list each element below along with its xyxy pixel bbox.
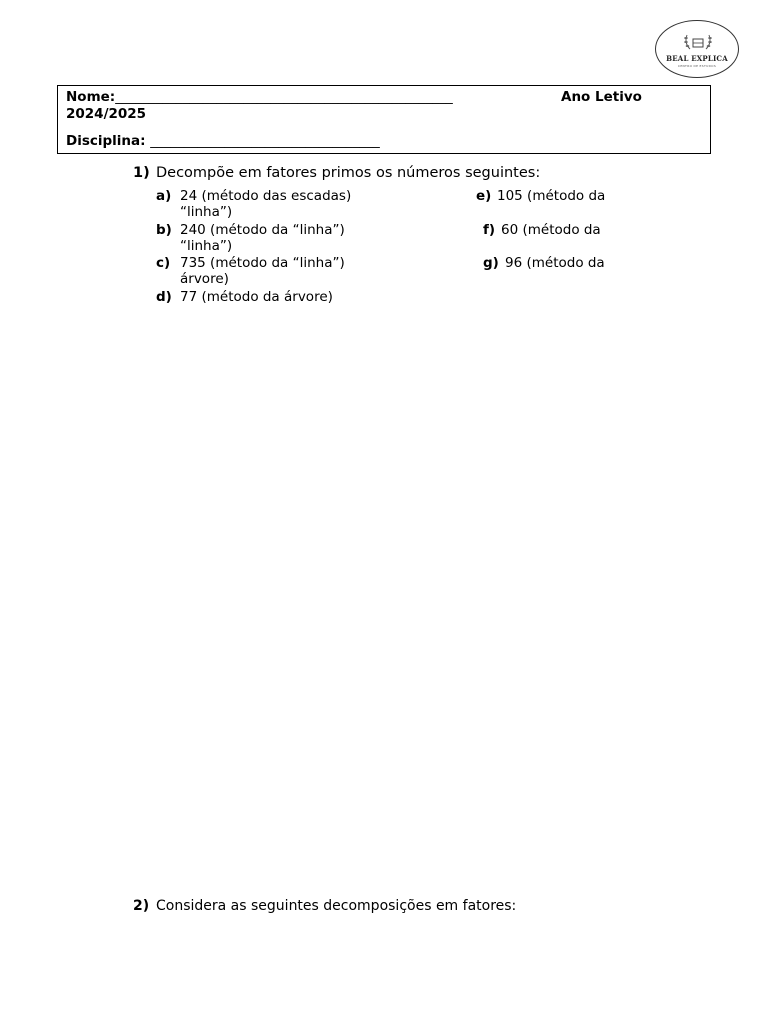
item-d-text: 77 (método da árvore) [180,289,333,305]
item-e-label: e) [476,188,492,204]
question-1-text: Decompõe em fatores primos os números seguintes: [156,165,541,181]
name-line [66,89,453,105]
question-2-text: Considera as seguintes decomposições em fatores: [156,898,517,914]
item-d-label: d) [156,289,172,305]
item-c-text-cont: árvore) [180,271,229,287]
school-year-label: Ano Letivo [561,89,642,105]
question-1-number: 1) [133,165,150,181]
item-b-text-cont: “linha”) [180,238,233,254]
name-blank[interactable]: __________________________________________________ [115,89,453,105]
item-e-text: 105 (método da [497,188,606,204]
item-g-label: g) [483,255,499,271]
item-f-label: f) [483,222,496,238]
name-label: Nome: [66,89,116,105]
question-2-number: 2) [133,898,150,914]
item-b-label: b) [156,222,172,238]
item-f-text: 60 (método da [501,222,601,238]
item-a-label: a) [156,188,172,204]
logo-name: BEAL EXPLICA [666,54,728,63]
logo-tagline: CENTRO DE ESTUDOS [677,64,717,68]
item-a-text-cont: “linha”) [180,204,233,220]
item-g-text: 96 (método da [505,255,605,271]
laurel-crest-icon [656,21,740,79]
item-a-text: 24 (método das escadas) [180,188,352,204]
item-c-label: c) [156,255,171,271]
subject-blank[interactable]: __________________________________ [150,133,380,149]
student-info-box [57,85,711,154]
school-logo [655,20,739,78]
school-year-value: 2024/2025 [66,106,147,122]
subject-label: Disciplina: [66,133,146,149]
subject-line [66,133,380,149]
item-b-text: 240 (método da “linha”) [180,222,345,238]
item-c-text: 735 (método da “linha”) [180,255,345,271]
